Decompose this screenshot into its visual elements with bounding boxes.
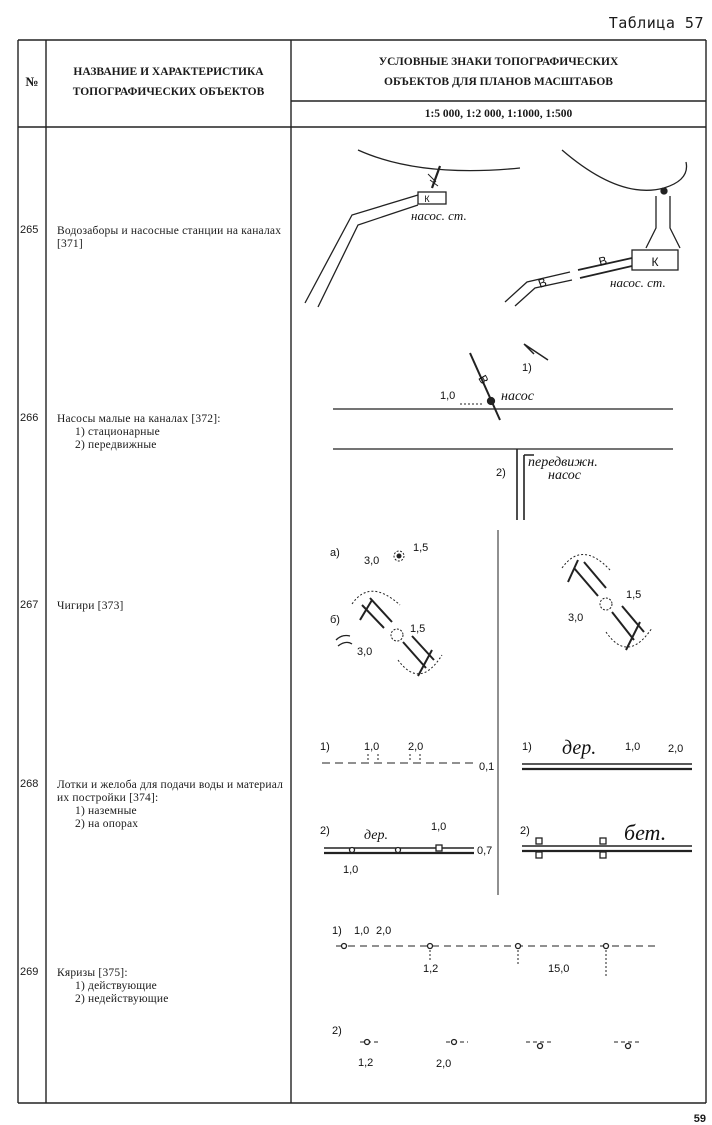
box-letter-265a: К bbox=[424, 194, 430, 204]
row-num-266: 266 bbox=[20, 412, 39, 424]
box-letter-265b: К bbox=[651, 255, 659, 269]
row-266-item-2: 2) передвижные bbox=[75, 439, 157, 451]
well-point bbox=[342, 944, 347, 949]
r269-n2: 2) bbox=[332, 1025, 342, 1037]
row-title-268: Лотки и желоба для подачи воды и материал их постройки [374]: bbox=[57, 779, 284, 804]
well-point bbox=[365, 1040, 370, 1045]
r268-n1-a: 1) bbox=[320, 741, 330, 753]
label-265a: насос. ст. bbox=[411, 208, 467, 223]
well-point bbox=[604, 944, 609, 949]
r268-n2-a: 2) bbox=[320, 825, 330, 837]
label-265b: насос. ст. bbox=[610, 275, 666, 290]
flow-letter-265c: В bbox=[597, 253, 609, 269]
r268-mat-concrete: бет. bbox=[624, 820, 667, 845]
header-symbols-line2: ОБЪЕКТОВ ДЛЯ ПЛАНОВ МАСШТАБОВ bbox=[384, 76, 613, 88]
r269-d20-b: 2,0 bbox=[436, 1058, 452, 1070]
row-num-265: 265 bbox=[20, 224, 39, 236]
symbol-268-trough-supports-a bbox=[324, 845, 474, 853]
r267-d2-b: 1,5 bbox=[410, 623, 426, 635]
r268-d20-a: 2,0 bbox=[408, 741, 424, 753]
r269-d150: 15,0 bbox=[548, 963, 570, 975]
r267-d1-b: 3,0 bbox=[357, 646, 373, 658]
header-name-line1: НАЗВАНИЕ И ХАРАКТЕРИСТИКА bbox=[73, 66, 264, 78]
well-point bbox=[452, 1040, 457, 1045]
pump-station-box bbox=[418, 192, 446, 204]
header-number: № bbox=[25, 74, 39, 89]
bucket-arm bbox=[568, 560, 606, 596]
pointer-mark bbox=[524, 344, 548, 360]
r269-d12-a: 1,2 bbox=[423, 963, 439, 975]
water-edge-line bbox=[562, 150, 687, 190]
support-point bbox=[396, 848, 401, 853]
row-268-item-1: 1) наземные bbox=[75, 805, 137, 817]
label-266a: насос bbox=[501, 389, 535, 404]
r267-d2-c: 1,5 bbox=[626, 589, 642, 601]
flow-letter-266: В bbox=[475, 372, 492, 387]
support-square bbox=[600, 838, 606, 844]
header-name-line2: ТОПОГРАФИЧЕСКИХ ОБЪЕКТОВ bbox=[72, 86, 265, 98]
symbol-269-kyariz-inactive bbox=[360, 1040, 642, 1049]
row-title-269: Кяризы [375]: bbox=[57, 967, 128, 979]
r267-d2-a: 1,5 bbox=[413, 542, 429, 554]
support-point bbox=[350, 848, 355, 853]
row-num-267: 267 bbox=[20, 599, 39, 611]
r269-d10: 1,0 bbox=[354, 925, 370, 937]
intake-channel bbox=[646, 196, 680, 248]
well-point bbox=[516, 944, 521, 949]
wheel-ring bbox=[391, 629, 403, 641]
r268-d10-b: 1,0 bbox=[625, 741, 641, 753]
support-square bbox=[436, 845, 442, 851]
support-square bbox=[536, 838, 542, 844]
symbol-269-kyariz-active bbox=[336, 944, 660, 977]
pump-point bbox=[488, 398, 495, 405]
r269-d12-b: 1,2 bbox=[358, 1057, 374, 1069]
dim-266: 1,0 bbox=[440, 390, 456, 402]
table-label: Таблица 57 bbox=[608, 14, 704, 32]
flow-letter-265b: В bbox=[536, 274, 549, 291]
well-point bbox=[538, 1044, 543, 1049]
bucket-arc bbox=[352, 591, 442, 674]
symbol-267-wheel-b bbox=[352, 591, 442, 676]
dimension-ticks bbox=[430, 950, 606, 976]
r266-n2: 2) bbox=[496, 467, 506, 479]
r268-d10-a: 1,0 bbox=[364, 741, 380, 753]
intake-point bbox=[661, 188, 667, 194]
symbol-265-intake-a bbox=[305, 150, 520, 307]
r268-d10-d: 1,0 bbox=[343, 864, 359, 876]
r268-mat-wood-b: дер. bbox=[562, 737, 597, 759]
r268-d07: 0,7 bbox=[477, 845, 493, 857]
r267-a: а) bbox=[330, 547, 340, 559]
r267-d1-c: 3,0 bbox=[568, 612, 584, 624]
r267-b: б) bbox=[330, 614, 340, 626]
row-num-268: 268 bbox=[20, 778, 39, 790]
r269-n1: 1) bbox=[332, 925, 342, 937]
r267-d1-a: 3,0 bbox=[364, 555, 380, 567]
row-269-item-2: 2) недействующие bbox=[75, 993, 169, 1005]
symbol-268-trough-ground-b bbox=[522, 764, 692, 769]
symbol-267-wheel-a bbox=[394, 551, 404, 561]
wheel-hub bbox=[397, 554, 401, 558]
r268-d01: 0,1 bbox=[479, 761, 495, 773]
row-title-265: Водозаборы и насосные станции на каналах [371] bbox=[57, 225, 282, 250]
bucket-arm bbox=[612, 606, 644, 650]
r269-d20: 2,0 bbox=[376, 925, 392, 937]
row-title-266: Насосы малые на каналах [372]: bbox=[57, 413, 221, 425]
header-symbols-line1: УСЛОВНЫЕ ЗНАКИ ТОПОГРАФИЧЕСКИХ bbox=[378, 56, 619, 68]
bucket-arm bbox=[360, 598, 392, 628]
symbol-268-trough-supports-b bbox=[522, 838, 692, 858]
well-point bbox=[428, 944, 433, 949]
row-num-269: 269 bbox=[20, 966, 39, 978]
pump-pipe bbox=[470, 353, 500, 420]
label-266c: насос bbox=[548, 468, 582, 483]
row-268-item-2: 2) на опорах bbox=[75, 818, 139, 830]
well-point bbox=[626, 1044, 631, 1049]
symbol-266-pump-mobile bbox=[333, 449, 673, 520]
scribble-mark bbox=[336, 636, 352, 647]
page-number: 59 bbox=[693, 1113, 706, 1125]
r268-n2-b: 2) bbox=[520, 825, 530, 837]
support-square bbox=[536, 852, 542, 858]
row-266-item-1: 1) стационарные bbox=[75, 426, 160, 438]
r268-d10-c: 1,0 bbox=[431, 821, 447, 833]
row-title-267: Чигири [373] bbox=[57, 600, 124, 612]
r268-d20-b: 2,0 bbox=[668, 743, 684, 755]
r268-n1-b: 1) bbox=[522, 741, 532, 753]
label-266b: передвижн. bbox=[528, 455, 598, 470]
canal-bank-line bbox=[318, 205, 418, 307]
header-scales: 1:5 000, 1:2 000, 1:1000, 1:500 bbox=[424, 108, 573, 120]
symbol-267-wheel-c bbox=[562, 554, 652, 650]
wheel-ring bbox=[600, 598, 612, 610]
r268-mat-wood-a: дер. bbox=[364, 828, 388, 843]
support-square bbox=[600, 852, 606, 858]
symbol-268-trough-ground-a bbox=[322, 754, 478, 763]
dimension-ticks bbox=[368, 754, 420, 762]
symbol-266-pump-stationary bbox=[333, 344, 673, 420]
r266-n1: 1) bbox=[522, 362, 532, 374]
row-269-item-1: 1) действующие bbox=[75, 980, 157, 992]
